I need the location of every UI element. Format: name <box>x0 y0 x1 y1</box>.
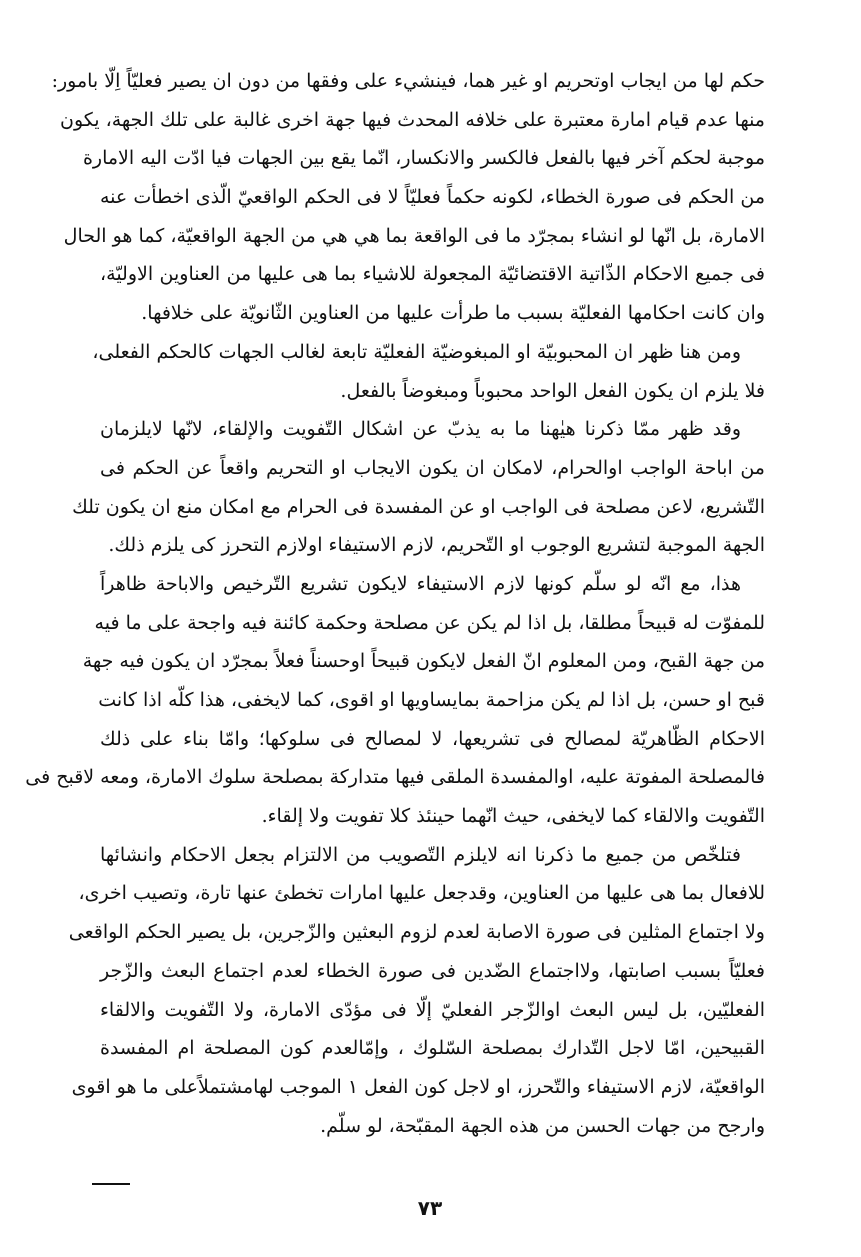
text-line: حكم لها من ايجاب اوتحريم او غير هما، فينشيء على وفقها من دون ان يصير فعليّاً اِلّا بامور: <box>51 70 765 92</box>
text-line: الاحكام الظّاهريّة لمصالح فى تشريعها، لا لمصالح فى سلوكها؛ وامّا بناء على ذلك <box>100 727 765 750</box>
paragraph-2 <box>92 333 765 410</box>
text-line: فلا يلزم ان يكون الفعل الواحد محبوباً ومبغوضاً بالفعل. <box>340 379 765 402</box>
text-line: قبح او حسن، بل اذا لم يكن مزاحمة بمايساويها او اقوى، كما لايخفى، هذا كلّه اذا كانت <box>98 689 765 711</box>
page-number: ٧٣ <box>417 1196 443 1220</box>
text-line: القبيحين، امّا لاجل التّدارك بمصلحة السّلوك ، وإمّالعدم كون المصلحة ام المفسدة <box>100 1037 765 1060</box>
paragraph-4 <box>25 565 765 836</box>
text-line: فى جميع الاحكام الذّاتية الاقتضائيّة المجعولة للاشياء بما هى عليها من العناوين الاوليّة، <box>100 263 765 286</box>
text-line: الواقعيّة، لازم الاستيفاء والتّحرز، او لاجل كون الفعل ١ الموجب لهامشتملاًعلى ما هو اقوى <box>71 1075 765 1098</box>
paragraph-5 <box>68 836 765 1146</box>
text-line: الفعليّين، بل ليس البعث اوالزّجر الفعليّ إلّا فى مؤدّى الامارة، ولا التّفويت والالقاء <box>100 998 765 1021</box>
text-line: التّفويت والالقاء كما لايخفى، حيث انّهما حينئذ كلا تفويت ولا إلقاء. <box>261 805 765 828</box>
text-line: وارجح من جهات الحسن من هذه الجهة المقبّحة، لو سلّم. <box>320 1114 765 1137</box>
text-line: ومن هنا ظهر ان المحبوبيّة او المبغوضيّة الفعليّة تابعة لغالب الجهات كالحكم الفعلى، <box>92 340 741 363</box>
paragraph-3 <box>72 410 765 565</box>
paragraph-1 <box>51 62 765 333</box>
text-line: منها عدم قيام امارة معتبرة على خلافه المحدث فيها جهة اخرى غالبة على تلك الجهة، يكون <box>60 108 765 131</box>
text-line: فالمصلحة المفوتة عليه، اوالمفسدة الملقى فيها متداركة بمصلحة سلوك الامارة، ومعه لاقبح فى <box>25 766 765 789</box>
text-line: موجبة لحكم آخر فيها بالفعل فالكسر والانكسار، انّما يقع بين الجهات فيا ادّت اليه الامارة <box>82 147 765 170</box>
text-line: وان كانت احكامها الفعليّة بسبب ما طرأت عليها من العناوين الثّانويّة على خلافها. <box>141 302 765 325</box>
text-line: فتلخّص من جميع ما ذكرنا انه لايلزم التّصويب من الالتزام بجعل الاحكام وانشائها <box>100 843 741 866</box>
footnote-divider <box>92 1183 130 1185</box>
text-line: للمفوّت له قبيحاً مطلقا، بل اذا لم يكن عن مصلحة وحكمة كائنة فيه واجحة على ما فيه <box>94 611 765 634</box>
text-line: الامارة، بل انّها لو انشاء بمجرّد ما فى الواقعة بما هي هي من الجهة الواقعيّة، كما هو الحال <box>63 224 765 247</box>
text-line: الجهة الموجبة لتشريع الوجوب او التّحريم، لازم الاستيفاء اولازم التحرز كى يلزم ذلك. <box>108 534 765 557</box>
text-line: من الحكم فى صورة الخطاء، لكونه حكماً فعليّاً لا فى الحكم الواقعيّ الّذى اخطأت عنه <box>100 186 765 209</box>
text-line: فعليّاً بسبب اصابتها، ولااجتماع الضّدين فى صورة الخطاء لعدم اجتماع البعث والزّجر <box>100 959 765 982</box>
text-line: التّشريع، لاعن مصلحة فى الواجب او عن المفسدة فى الحرام مع امكان منع ان يكون تلك <box>72 495 765 518</box>
text-body <box>25 62 765 1145</box>
text-line: من اباحة الواجب اوالحرام، لامكان ان يكون الايجاب او التحريم واقعاً عن الحكم فى <box>100 456 765 479</box>
text-line: وقد ظهر ممّا ذكرنا هيٰهنا ما به يذبّ عن اشكال التّفويت والإلقاء، لانّها لايلزمان <box>100 418 741 441</box>
text-line: للافعال بما هى عليها من العناوين، وقدجعل عليها امارات تخطئ عنها تارة، وتصيب اخرى، <box>78 882 765 905</box>
text-line: من جهة القبح، ومن المعلوم انّ الفعل لايكون قبيحاً اوحسناً فعلاً بمجرّد ان يكون فيه جهة <box>82 650 765 673</box>
text-line: هذا، مع انّه لو سلّم كونها لازم الاستيفاء لايكون تشريع التّرخيص والاباحة ظاهراً <box>100 572 741 595</box>
text-line: ولا اجتماع المثلين فى صورة الاصابة لعدم لزوم البعثين والزّجرين، بل يصير الحكم الواقعى <box>68 921 765 944</box>
